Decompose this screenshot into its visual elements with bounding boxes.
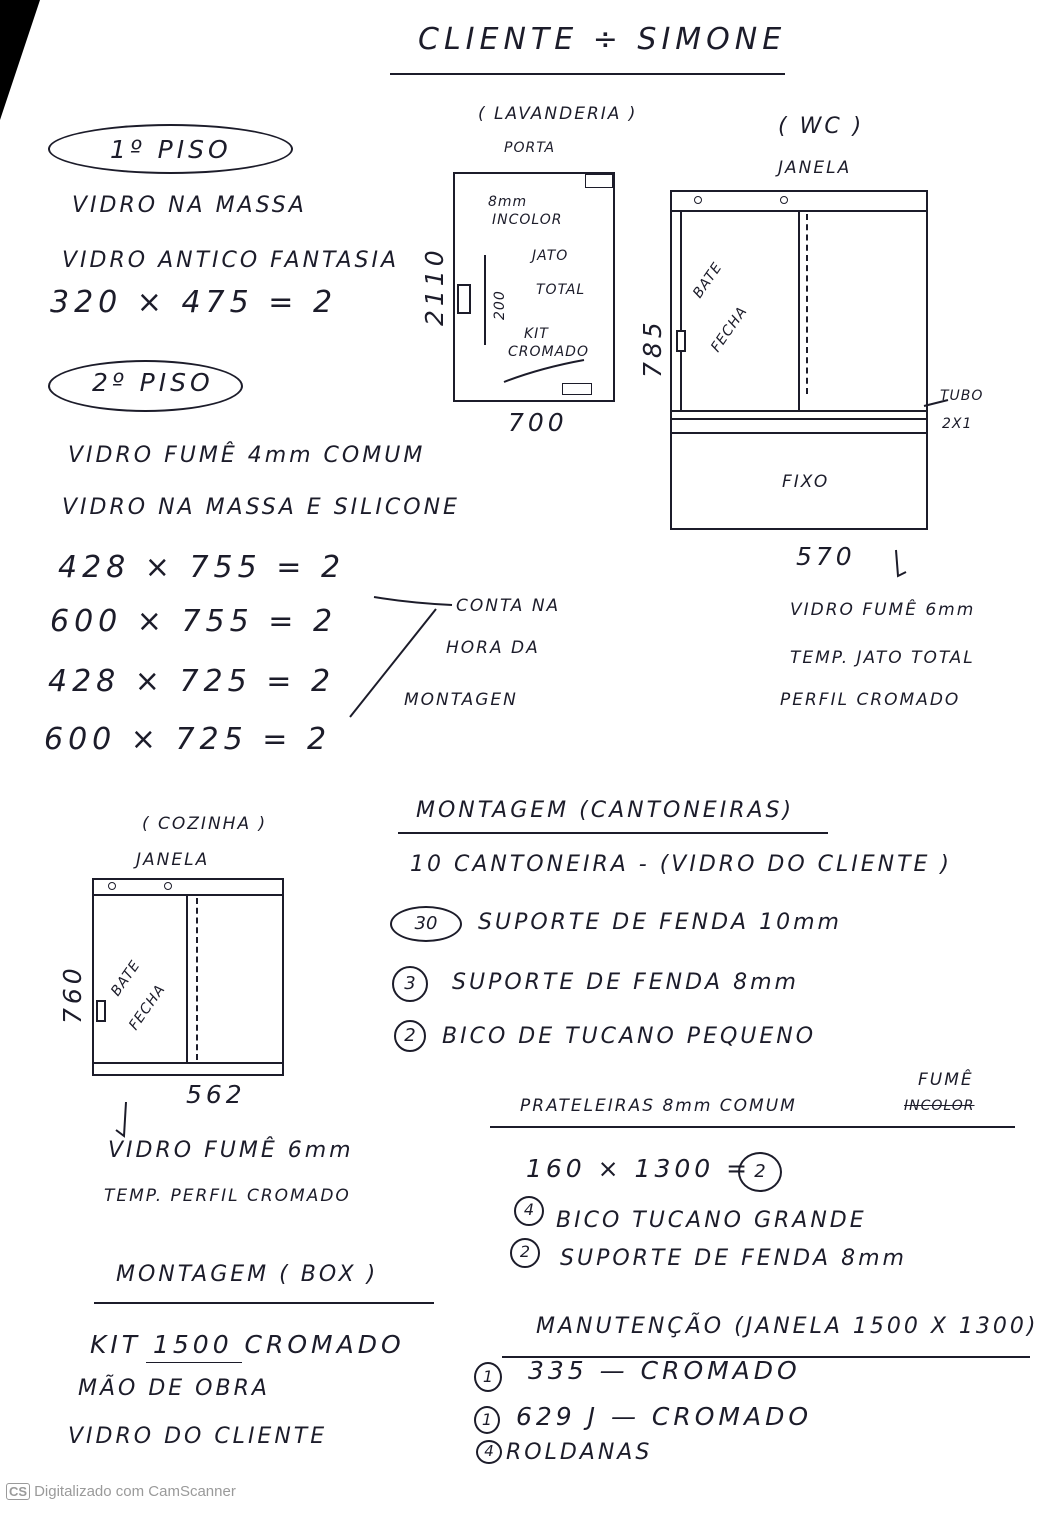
camscanner-logo: CS: [6, 1483, 30, 1500]
manutencao-title: MANUTENÇÃO (JANELA 1500 X 1300): [536, 1314, 1039, 1339]
wc-roller-2: [780, 196, 788, 204]
cozinha-roller-2: [164, 882, 172, 890]
wc-sash-divider: [798, 212, 800, 412]
cantoneiras-underline: [398, 832, 828, 834]
box-line-3: VIDRO DO CLIENTE: [68, 1424, 328, 1449]
wc-note-2: TEMP. JATO TOTAL: [790, 648, 975, 668]
wc-width: 570: [796, 542, 856, 571]
wc-sash-overlap: [806, 214, 808, 394]
piso1-line-1: VIDRO NA MASSA: [72, 193, 307, 218]
manutencao-item-2: 629 J — CROMADO: [516, 1402, 813, 1431]
cozinha-bottom-rail: [94, 1062, 282, 1064]
cozinha-latch: [96, 1000, 106, 1022]
piso2-measure-2: 600 × 755 = 2: [50, 604, 338, 639]
cozinha-top-rail: [94, 894, 282, 896]
box-underline: [94, 1302, 434, 1304]
piso2-line-1: VIDRO FUMÊ 4mm COMUM: [68, 443, 426, 468]
wc-tubo-1: TUBO: [940, 388, 984, 404]
wc-note-3: PERFIL CROMADO: [780, 690, 961, 710]
piso2-measure-3: 428 × 725 = 2: [48, 664, 336, 699]
wc-height: 785: [638, 318, 667, 378]
wc-down-arrow: [890, 548, 910, 582]
wc-latch: [676, 330, 686, 352]
box-kit-underline: [146, 1362, 242, 1363]
scanner-watermark: [6, 1483, 236, 1500]
manutencao-item-1: 335 — CROMADO: [528, 1356, 801, 1385]
piso2-measure-1: 428 × 755 = 2: [58, 550, 346, 585]
prateleiras-badge-1: 4: [514, 1196, 544, 1226]
piso2-measure-4: 600 × 725 = 2: [44, 722, 332, 757]
title-underline: [390, 73, 785, 75]
cantoneiras-title: MONTAGEM (CANTONEIRAS): [416, 798, 795, 823]
prateleiras-underline: [490, 1126, 1015, 1128]
cozinha-roller-1: [108, 882, 116, 890]
cozinha-bate-1: BATE: [108, 957, 144, 1000]
prateleiras-item-2: SUPORTE DE FENDA 8mm: [560, 1246, 907, 1271]
cozinha-sash-overlap: [196, 898, 198, 1060]
wc-bate-2: FECHA: [708, 303, 751, 356]
cozinha-width: 562: [186, 1080, 246, 1109]
cantoneiras-badge-2: 30: [390, 906, 462, 942]
lavanderia-subtitle: PORTA: [504, 140, 556, 156]
piso1-line-2: VIDRO ANTICO FANTASIA: [62, 248, 400, 273]
lavanderia-handle: [457, 284, 471, 314]
wc-bate-1: BATE: [690, 259, 726, 302]
wc-fixo: FIXO: [782, 472, 830, 492]
box-line-2: MÃO DE OBRA: [78, 1376, 270, 1401]
box-title: MONTAGEM ( BOX ): [116, 1262, 379, 1287]
prateleiras-above: FUMÊ: [918, 1070, 974, 1090]
cantoneiras-badge-4: 2: [394, 1020, 426, 1052]
lavanderia-handle-bar: [484, 255, 486, 345]
lavanderia-inner-size: 200: [492, 290, 508, 320]
cozinha-height: 760: [58, 964, 87, 1024]
piso2-line-2: VIDRO NA MASSA E SILICONE: [62, 495, 460, 520]
cozinha-title: ( COZINHA ): [142, 814, 268, 834]
cantoneiras-item-2: SUPORTE DE FENDA 10mm: [478, 910, 842, 935]
cozinha-down-arrow: [112, 1100, 136, 1140]
wc-subtitle: JANELA: [778, 158, 852, 178]
cozinha-bate-2: FECHA: [126, 981, 169, 1034]
manutencao-badge-1: 1: [474, 1362, 502, 1392]
lavanderia-label-3: JATO: [532, 248, 569, 264]
piso1-measure: 320 × 475 = 2: [50, 285, 338, 320]
box-line-1: KIT 1500 CROMADO: [90, 1330, 405, 1359]
cantoneiras-badge-3: 3: [392, 966, 428, 1002]
piso2-note-1: CONTA NA: [456, 596, 561, 616]
prateleiras-badge-2: 2: [510, 1238, 540, 1268]
manutencao-badge-2: 1: [474, 1406, 500, 1434]
wc-tubo-2: 2X1: [942, 416, 973, 432]
wc-mid-rail-2: [672, 418, 926, 420]
wc-mid-rail-1: [672, 410, 926, 412]
lavanderia-hinge-top: [585, 174, 613, 188]
lavanderia-height: 2110: [420, 246, 449, 326]
wc-mid-rail-3: [672, 432, 926, 434]
lavanderia-label-2: INCOLOR: [492, 212, 563, 228]
lavanderia-label-4: TOTAL: [536, 282, 586, 298]
prateleiras-measure-badge: 2: [738, 1152, 782, 1192]
cozinha-note-1: VIDRO FUMÊ 6mm: [108, 1138, 354, 1163]
wc-note-1: VIDRO FUMÊ 6mm: [790, 600, 976, 620]
cozinha-note-2: TEMP. PERFIL CROMADO: [104, 1186, 351, 1206]
wc-roller-1: [694, 196, 702, 204]
lavanderia-title: ( LAVANDERIA ): [478, 104, 638, 124]
piso2-note-2: HORA DA: [446, 638, 540, 658]
scanner-watermark-text: Digitalizado com CamScanner: [34, 1483, 236, 1500]
lavanderia-label-6: CROMADO: [508, 344, 589, 360]
lavanderia-label-5: KIT: [524, 326, 549, 342]
cozinha-subtitle: JANELA: [136, 850, 210, 870]
wc-tubo-arrow: [920, 396, 950, 410]
piso2-label: 2º PISO: [92, 368, 214, 397]
lavanderia-label-1: 8mm: [488, 194, 528, 210]
cantoneiras-item-3: SUPORTE DE FENDA 8mm: [452, 970, 799, 995]
piso2-note-3: MONTAGEN: [404, 690, 518, 710]
lavanderia-width: 700: [508, 408, 568, 437]
cantoneiras-item-4: BICO DE TUCANO PEQUENO: [442, 1024, 817, 1049]
cantoneiras-item-1: 10 CANTONEIRA - (VIDRO DO CLIENTE ): [410, 852, 953, 877]
prateleiras-title: PRATELEIRAS 8mm COMUM: [520, 1096, 797, 1116]
cozinha-sash-divider: [186, 896, 188, 1062]
piso1-label: 1º PISO: [110, 135, 232, 164]
lavanderia-kit-stroke: [500, 358, 590, 388]
prateleiras-item-1: BICO TUCANO GRANDE: [556, 1208, 867, 1233]
prateleiras-struck: INCOLOR: [904, 1098, 975, 1114]
manutencao-item-3: ROLDANAS: [506, 1440, 653, 1465]
scan-corner-shadow: [0, 0, 40, 120]
manutencao-badge-3: 4: [476, 1440, 502, 1464]
page-title: CLIENTE ÷ SIMONE: [418, 22, 787, 57]
wc-title: ( WC ): [778, 114, 865, 139]
wc-left-sash-edge: [680, 212, 682, 412]
prateleiras-measure: 160 × 1300 =: [526, 1154, 752, 1183]
